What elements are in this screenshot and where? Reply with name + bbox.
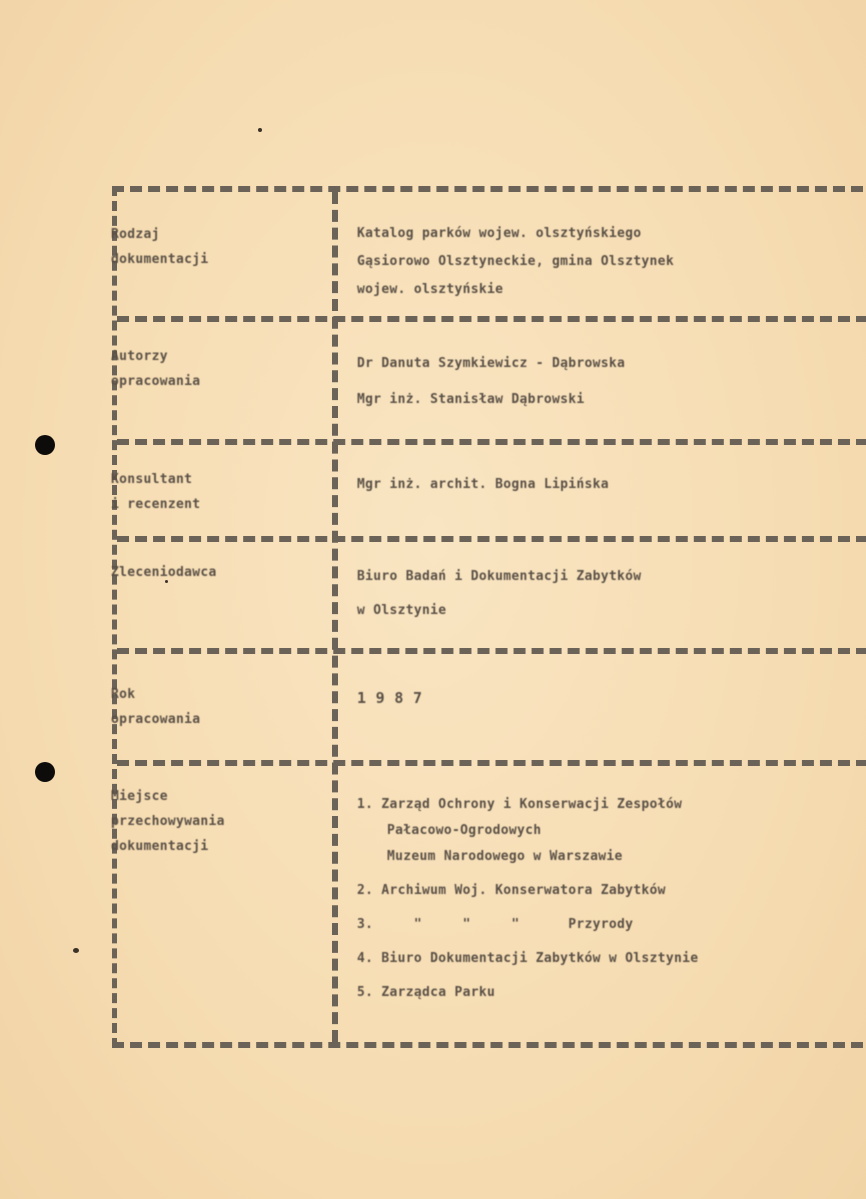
paper-speck — [258, 128, 262, 132]
label-document-type: Rodzaj dokumentacji — [111, 227, 209, 267]
paper-speck — [73, 948, 79, 953]
table-row-document-type — [111, 192, 866, 322]
label-commissioner: Zleceniodawca — [111, 565, 217, 580]
table-row-authors — [111, 322, 866, 445]
value-commissioner: Biuro Badań i Dokumentacji Zabytków w Olsztynie — [357, 569, 642, 618]
list-item-continuation: Muzeum Narodowego w Warszawie — [387, 849, 623, 864]
list-item: 5. Zarządca Parku — [357, 985, 496, 1000]
label-authors: Autorzy opracowania — [111, 349, 201, 389]
value-consultant: Mgr inż. archit. Bogna Lipińska — [357, 477, 609, 492]
punch-hole-bottom — [35, 762, 55, 782]
value-document-type: Katalog parków wojew. olsztyńskiego Gąsiorowo Olsztyneckie, gmina Olsztynek wojew. olsztyńskie — [357, 226, 674, 297]
table-row-commissioner — [111, 542, 866, 654]
list-item: 4. Biuro Dokumentacji Zabytków w Olsztynie — [357, 951, 699, 966]
storage-location-list — [357, 792, 866, 1006]
label-year: Rok opracowania — [111, 687, 201, 727]
list-item: 2. Archiwum Woj. Konserwatora Zabytków — [357, 883, 666, 898]
label-storage-location: Miejsce przechowywania dokumentacji — [111, 789, 225, 854]
value-authors: Dr Danuta Szymkiewicz - Dąbrowska Mgr inż. Stanisław Dąbrowski — [357, 356, 626, 407]
list-item: 3. " " " Przyrody — [357, 917, 634, 932]
punch-hole-top — [35, 435, 55, 455]
documentation-table — [112, 186, 863, 1048]
table-row-year — [111, 654, 866, 766]
list-item-continuation: Pałacowo-Ogrodowych — [387, 823, 542, 838]
value-year: 1 9 8 7 — [357, 689, 423, 707]
label-consultant: Konsultant i recenzent — [111, 472, 201, 512]
table-row-storage-location — [111, 766, 866, 1048]
list-item: 1. Zarząd Ochrony i Konserwacji Zespołów — [357, 797, 683, 812]
table-row-consultant — [111, 445, 866, 542]
